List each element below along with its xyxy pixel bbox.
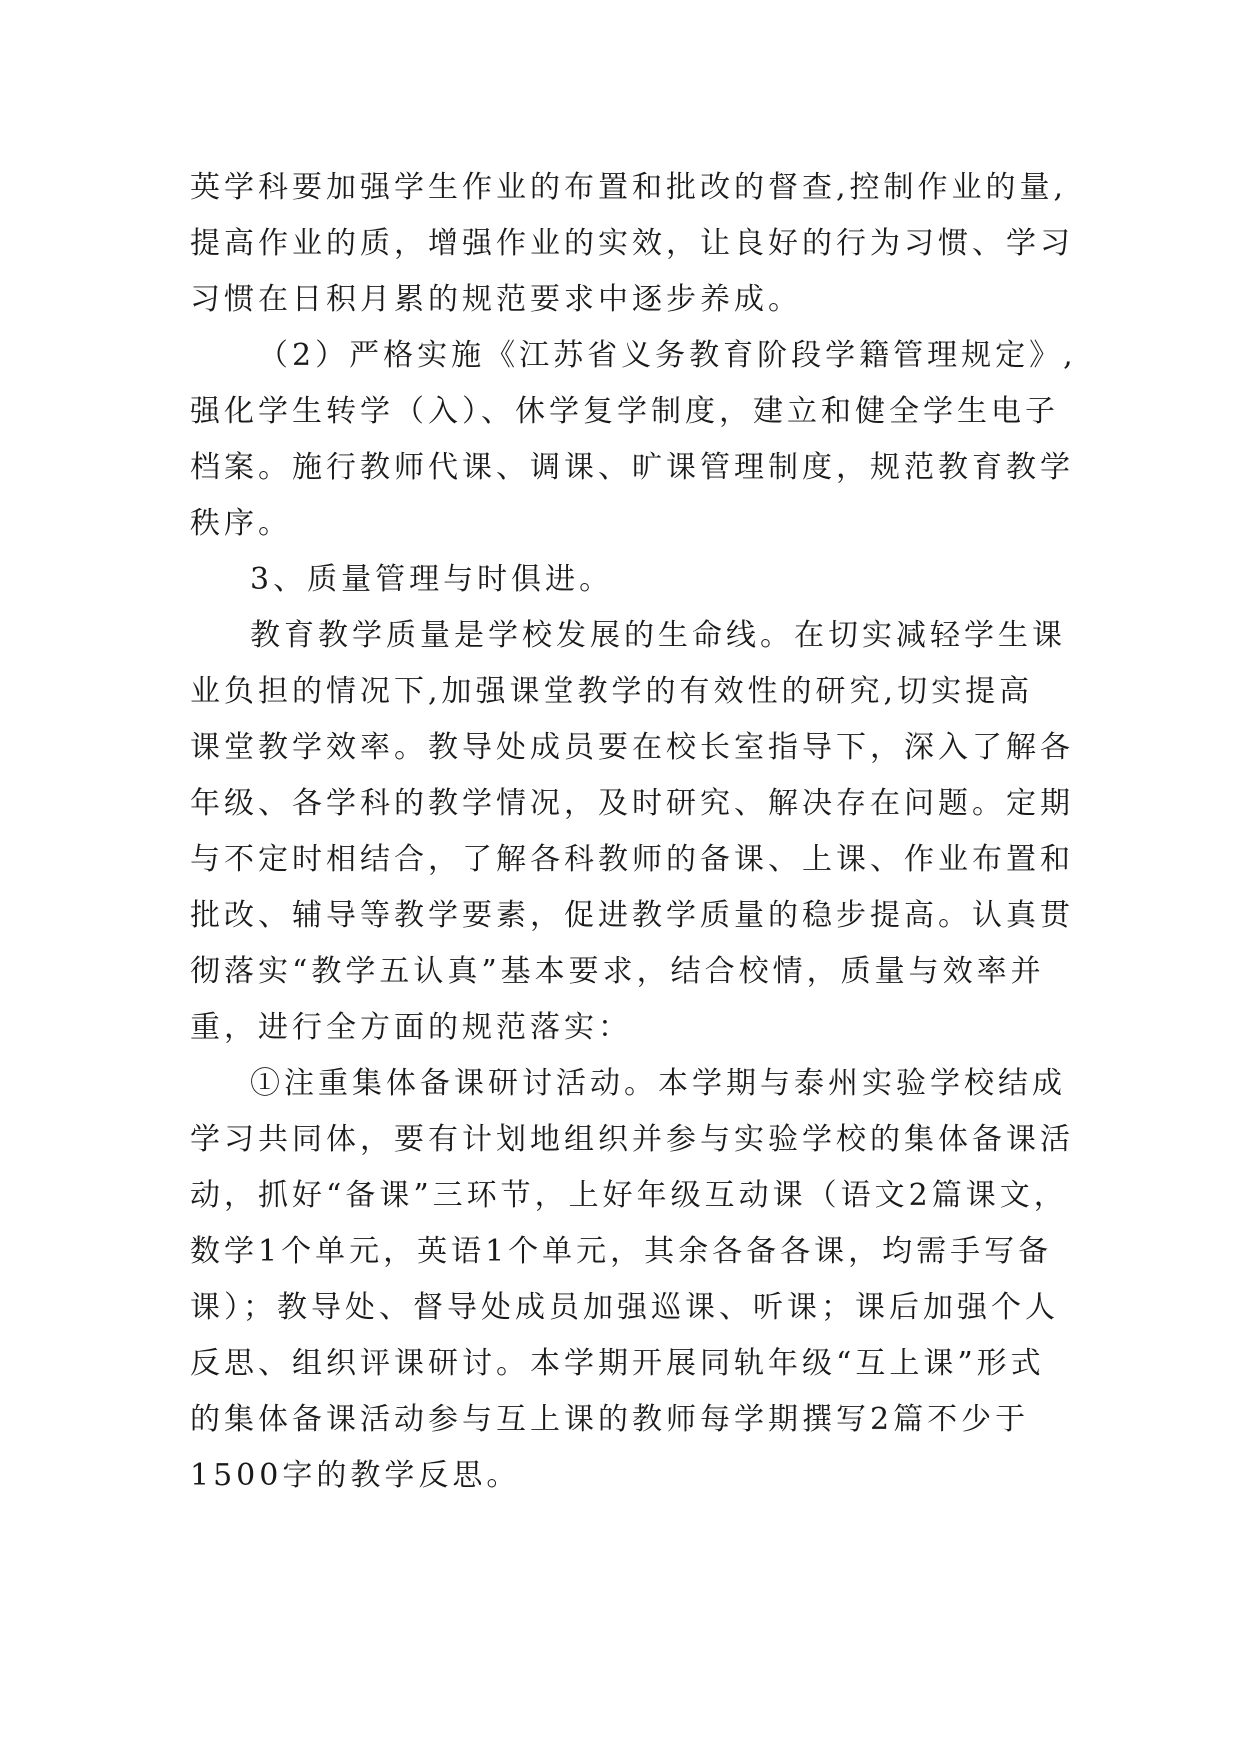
text-line: ①注重集体备课研讨活动。本学期与泰州实验学校结成 (250, 1066, 1066, 1101)
text-line: 1500字的教学反思。 (190, 1458, 521, 1493)
text-line: 秩序。 (190, 506, 292, 541)
text-line: （2）严格实施《江苏省义务教育阶段学籍管理规定》, (258, 338, 1077, 373)
section-heading: 3、质量管理与时俱进。 (250, 562, 614, 597)
text-line: 课）；教导处、督导处成员加强巡课、听课；课后加强个人 (190, 1290, 1059, 1325)
text-line: 动，抓好“备课”三环节，上好年级互动课（语文2篇课文， (190, 1178, 1068, 1213)
text-line: 的集体备课活动参与互上课的教师每学期撰写2篇不少于 (190, 1402, 1030, 1437)
text-line: 习惯在日积月累的规范要求中逐步养成。 (190, 282, 802, 317)
text-line: 教育教学质量是学校发展的生命线。在切实减轻学生课 (250, 618, 1066, 653)
text-line: 数学1个单元，英语1个单元，其余各备各课，均需手写备 (190, 1234, 1053, 1269)
body-text (190, 160, 1080, 1504)
text-line: 英学科要加强学生作业的布置和批改的督查,控制作业的量, (190, 170, 1068, 205)
text-line: 学习共同体，要有计划地组织并参与实验学校的集体备课活 (190, 1122, 1074, 1157)
text-line: 业负担的情况下,加强课堂教学的有效性的研究,切实提高 (190, 674, 1034, 709)
text-line: 档案。施行教师代课、调课、旷课管理制度，规范教育教学 (190, 450, 1074, 485)
text-line: 与不定时相结合，了解各科教师的备课、上课、作业布置和 (190, 842, 1074, 877)
text-line: 反思、组织评课研讨。本学期开展同轨年级“互上课”形式 (190, 1346, 1045, 1381)
text-line: 提高作业的质，增强作业的实效，让良好的行为习惯、学习 (190, 226, 1074, 261)
text-line: 批改、辅导等教学要素，促进教学质量的稳步提高。认真贯 (190, 898, 1074, 933)
text-line: 彻落实“教学五认真”基本要求，结合校情，质量与效率并 (190, 954, 1045, 989)
text-line: 强化学生转学（入）、休学复学制度，建立和健全学生电子 (190, 394, 1059, 429)
text-line: 年级、各学科的教学情况，及时研究、解决存在问题。定期 (190, 786, 1074, 821)
text-line: 重，进行全方面的规范落实： (190, 1010, 632, 1045)
text-line: 课堂教学效率。教导处成员要在校长室指导下，深入了解各 (190, 730, 1074, 765)
